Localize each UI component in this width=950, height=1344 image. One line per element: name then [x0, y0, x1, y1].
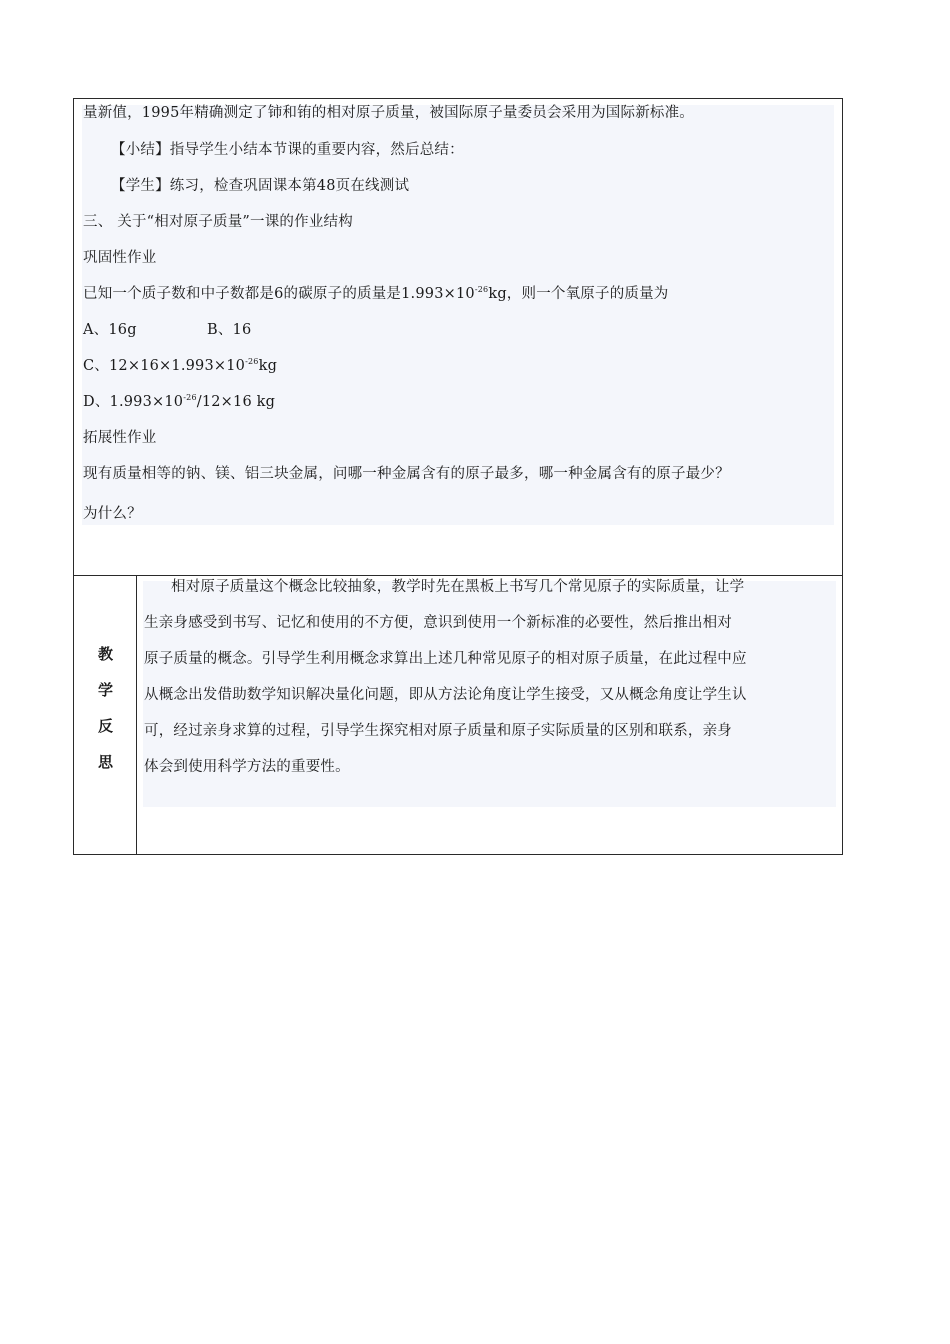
reflection-line: 可，经过亲身求算的过程，引导学生探究相对原子质量和原子实际质量的区别和联系，亲身 — [144, 723, 732, 739]
reflection-label-char: 思 — [97, 753, 113, 771]
option-b: B、16 — [207, 322, 252, 338]
option-c-pre: C、12×16×1.993×10 — [83, 358, 246, 374]
homework-section-heading: 三、 关于“相对原子质量”一课的作业结构 — [83, 214, 353, 230]
text-highlight — [82, 105, 834, 525]
history-line: 量新值，1995年精确测定了铈和铕的相对原子质量，被国际原子量委员会采用为国际新标准。 — [83, 105, 694, 121]
question-text-pre: 已知一个质子数和中子数都是6的碳原子的质量是1.993×10 — [83, 286, 475, 302]
reflection-label-char: 反 — [97, 717, 113, 735]
reflection-label-char: 教 — [97, 645, 113, 663]
extension-question: 现有质量相等的钠、镁、铝三块金属，问哪一种金属含有的原子最多，哪一种金属含有的原子最少？ — [83, 466, 730, 482]
reflection-line: 生亲身感受到书写、记忆和使用的不方便，意识到使用一个新标准的必要性，然后推出相对 — [144, 615, 732, 631]
option-c-exponent: -26 — [245, 357, 259, 366]
option-c — [83, 356, 277, 376]
summary-line: 【小结】指导学生小结本节课的重要内容，然后总结： — [111, 142, 464, 158]
reflection-line: 从概念出发借助数学知识解决量化问题，即从方法论角度让学生接受，又从概念角度让学生认 — [144, 687, 747, 703]
reflection-label-char: 学 — [97, 681, 113, 699]
reflection-row — [74, 575, 842, 854]
question-text-post: kg，则一个氧原子的质量为 — [488, 286, 669, 302]
option-d-pre: D、1.993×10 — [83, 394, 184, 410]
reflection-line: 相对原子质量这个概念比较抽象，教学时先在黑板上书写几个常见原子的实际质量，让学 — [171, 579, 745, 595]
option-c-post: kg — [258, 358, 278, 374]
homework-cell — [74, 99, 842, 576]
option-d-exponent: -26 — [183, 393, 197, 402]
extension-homework-title: 拓展性作业 — [83, 430, 157, 446]
student-exercise-line: 【学生】练习，检查巩固课本第48页在线测试 — [111, 178, 410, 194]
consolidation-homework-title: 巩固性作业 — [83, 250, 157, 266]
reflection-content-cell — [137, 575, 842, 854]
question-exponent: -26 — [474, 285, 489, 294]
question-text — [83, 284, 669, 304]
extension-question-why: 为什么？ — [83, 506, 142, 522]
option-d-post: /12×16 kg — [196, 394, 276, 410]
reflection-label-cell — [74, 575, 137, 854]
option-d — [83, 392, 275, 412]
option-a: A、16g — [83, 322, 137, 338]
reflection-line: 体会到使用科学方法的重要性。 — [144, 759, 350, 775]
reflection-line: 原子质量的概念。引导学生利用概念求算出上述几种常见原子的相对原子质量，在此过程中应 — [144, 651, 747, 667]
lesson-table — [73, 98, 843, 855]
